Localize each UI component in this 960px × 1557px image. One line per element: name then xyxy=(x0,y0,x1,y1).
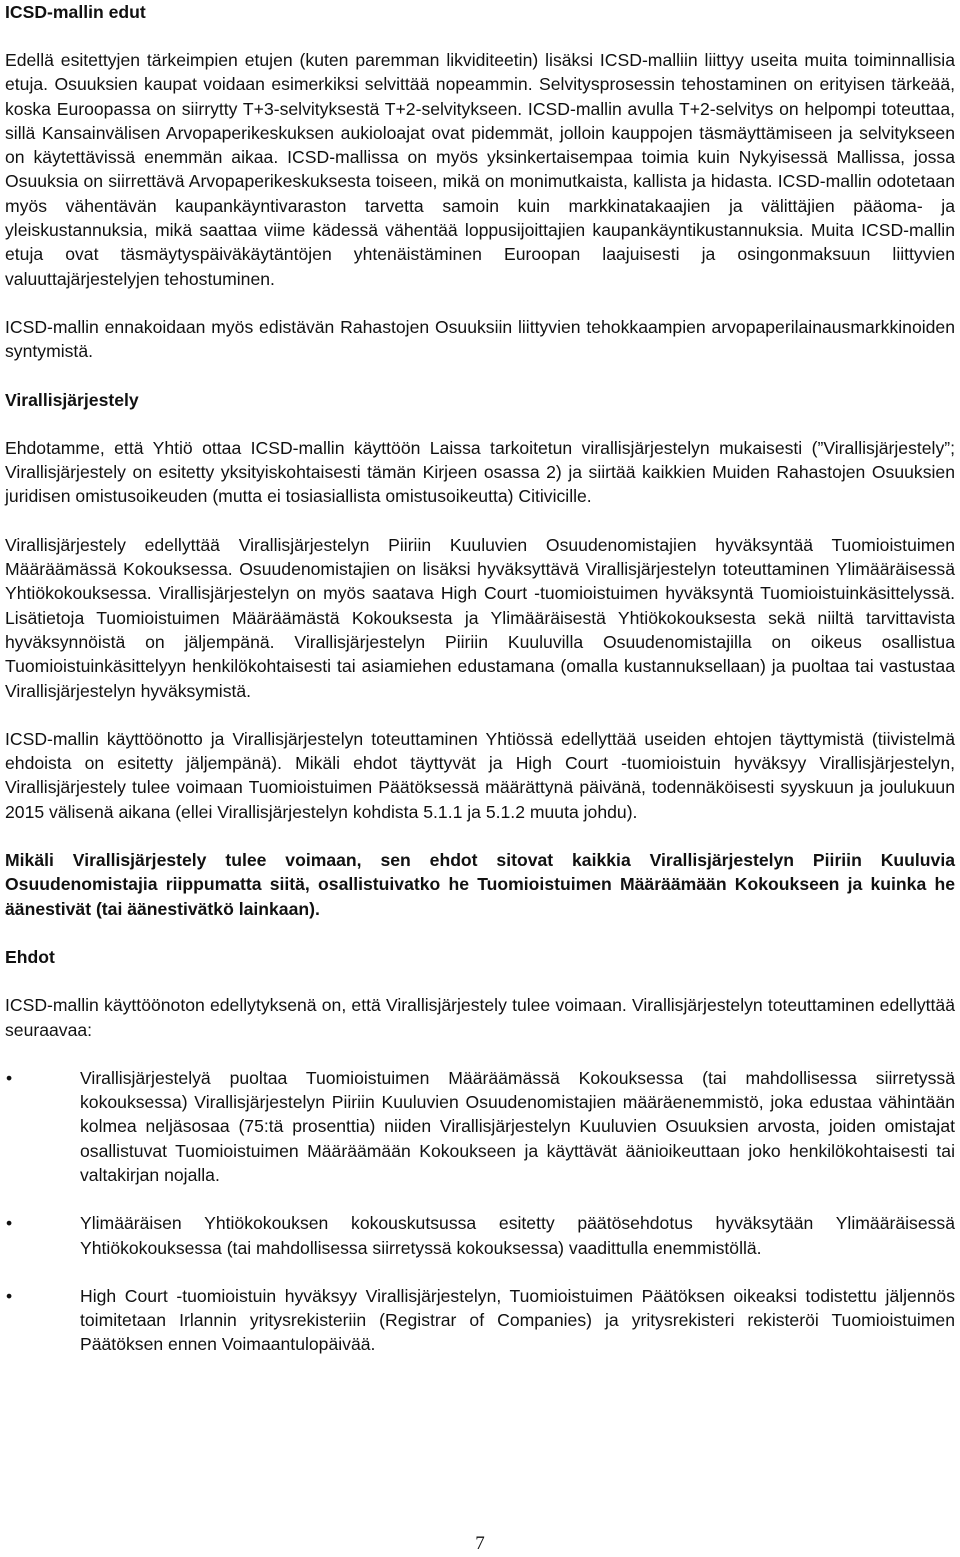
section-heading-scheme: Virallisjärjestely xyxy=(5,389,139,410)
paragraph-scheme-binding: Mikäli Virallisjärjestely tulee voimaan, sen ehdot sitovat kaikkia Virallisjärjestelyn Piiriin Kuuluvia Osuudenomistajia riippumatta siitä, osallistuivatko he Tuomioistuimen Määräämään Kokoukseen ja kuinka he äänestivät (tai äänestivätkö lainkaan). xyxy=(5,850,955,919)
list-item xyxy=(5,1211,955,1260)
paragraph-conditions-intro: ICSD-mallin käyttöönoton edellytyksenä on, että Virallisjärjestely tulee voimaan. Virallisjärjestelyn toteuttaminen edellyttää seuraavaa: xyxy=(5,995,955,1040)
conditions-list xyxy=(5,1066,955,1357)
list-item-text: Ylimääräisen Yhtiökokouksen kokouskutsussa esitetty päätösehdotus hyväksytään Ylimääräisessä Yhtiökokouksessa (tai mahdollisessa siirretyssä kokouksessa) vaadittulla enemmistöllä. xyxy=(80,1213,955,1258)
paragraph-scheme-effective: ICSD-mallin käyttöönotto ja Virallisjärjestelyn toteuttaminen Yhtiössä edellyttää useiden ehtojen täyttymistä (tiivistelmä ehdoista on esitetty jäljempänä). Mikäli ehdot täyttyvät ja High Court -tuomioistuin hyväksyy Virallisjärjestelyn, Virallisjärjestely tulee voimaan Tuomioistuimen Päätöksessä määrättynä päivänä, todennäköisesti syyskuun ja joulukuun 2015 välisenä aikana (ellei Virallisjärjestelyn kohdista 5.1.1 ja 5.1.2 muuta johdu). xyxy=(5,728,955,822)
list-item-text: High Court -tuomioistuin hyväksyy Virallisjärjestelyn, Tuomioistuimen Päätöksen oikeaksi todistettu jäljennös toimitetaan Irlannin yritysrekisteriin (Registrar of Companies) ja yritysrekisteri rekisteröi Tuomioistuimen Päätöksen ennen Voimaantulopäivää. xyxy=(80,1285,955,1355)
list-item xyxy=(5,1284,955,1357)
bullet-icon: • xyxy=(6,1213,13,1234)
list-item xyxy=(5,1066,955,1187)
paragraph-securities-lending: ICSD-mallin ennakoidaan myös edistävän Rahastojen Osuuksiin liittyvien tehokkaampien arvopaperilainausmarkkinoiden syntymistä. xyxy=(5,316,955,362)
page-number: 7 xyxy=(475,1533,485,1554)
section-heading-conditions: Ehdot xyxy=(5,946,55,967)
paragraph-scheme-approvals: Virallisjärjestely edellyttää Virallisjärjestelyn Piiriin Kuuluvien Osuudenomistajien hyväksyntää Tuomioistuimen Määräämässä Kokouksessa. Osuudenomistajien on lisäksi hyväksyttävä Virallisjärjestelyn toteuttaminen Ylimääräisessä Yhtiökokouksessa. Virallisjärjestelyn on myös saatava High Court -tuomioistuimen hyväksyntä Tuomioistuinkäsittelyssä. Lisätietoja Tuomioistuimen Määräämästä Kokouksesta ja Ylimääräisestä Yhtiökokouksesta sekä niiltä tarvittavista hyväksynnöistä on jäljempänä. Virallisjärjestelyn Piiriin Kuuluvilla Osuudenomistajilla on oikeus osallistua Tuomioistuinkäsittelyyn henkilökohtaisesti tai asiamiehen edustamana (omalla kustannuksellaan) ja puoltaa tai vastustaa Virallisjärjestelyn hyväksymistä. xyxy=(5,534,955,701)
list-item-text: Virallisjärjestelyä puoltaa Tuomioistuimen Määräämässä Kokouksessa (tai mahdollisessa siirretyssä kokouksessa) Virallisjärjestelyn Piiriin Kuuluvien Osuudenomistajien määräenemmistö, joka edustaa vähintään kolmea neljäsosaa (75:tä prosenttia) niiden Virallisjärjestelyn Kuuluvien Osuuksien arvosta, joiden omistajat osallistuvat Tuomioistuimen Määräämään Kokoukseen ja käyttävät äänioikeuttaan joko henkilökohtaisesti tai valtakirjan nojalla. xyxy=(80,1067,955,1185)
paragraph-scheme-proposal: Ehdotamme, että Yhtiö ottaa ICSD-mallin käyttöön Laissa tarkoitetun virallisjärjestelyn mukaisesti (”Virallisjärjestely”; Virallisjärjestely on esitetty yksityiskohtaisesti tämän Kirjeen osassa 2) ja siirtää kaikkien Muiden Rahastojen Osuuksien juridisen omistusoikeuden (mutta ei tosiasiallista omistusoikeutta) Citivicille. xyxy=(5,437,955,507)
section-heading-icsd-benefits: ICSD-mallin edut xyxy=(5,2,146,22)
paragraph-benefits: Edellä esitettyjen tärkeimpien etujen (kuten paremman likviditeetin) lisäksi ICSD-malliin liittyy useita muita toiminnallisia etuja. Osuuksien kaupat voidaan esimerkiksi selvittää nopeammin. Selvitysprosessin tehostaminen on erityisen tärkeää, koska Euroopassa on siirrytty T+3-selvityksestä T+2-selvitykseen. ICSD-mallin avulla T+2-selvitys on helpompi toteuttaa, sillä Kansainvälisen Arvopaperikeskuksen aukioloajat ovat pidemmät, jolloin kauppojen täsmäyttämiseen ja selvitykseen on käytettävissä enemmän aikaa. ICSD-mallissa on myös yksinkertaisempaa toimia kuin Nykyisessä Mallissa, jossa Osuuksia on siirrettävä Arvopaperikeskuksesta toiseen, mikä on monimutkaista, kallista ja hidasta. ICSD-mallin odotetaan myös vähentävän kaupankäyntivaraston tarvetta samoin kuin markkinatakaajien ja välittäjien pääoma- ja yleiskustannuksia, mikä saattaa viime kädessä vähentää loppusijoittajien kaupankäyntikustannuksia. Muita ICSD-mallin etuja ovat täsmäytyspäiväkäytäntöjen yhtenäistäminen Euroopan laajuisesti ja osingonmaksuun liittyvien valuuttajärjestelyjen tehostuminen. xyxy=(5,50,955,289)
bullet-icon: • xyxy=(6,1285,13,1306)
bullet-icon: • xyxy=(6,1067,13,1088)
